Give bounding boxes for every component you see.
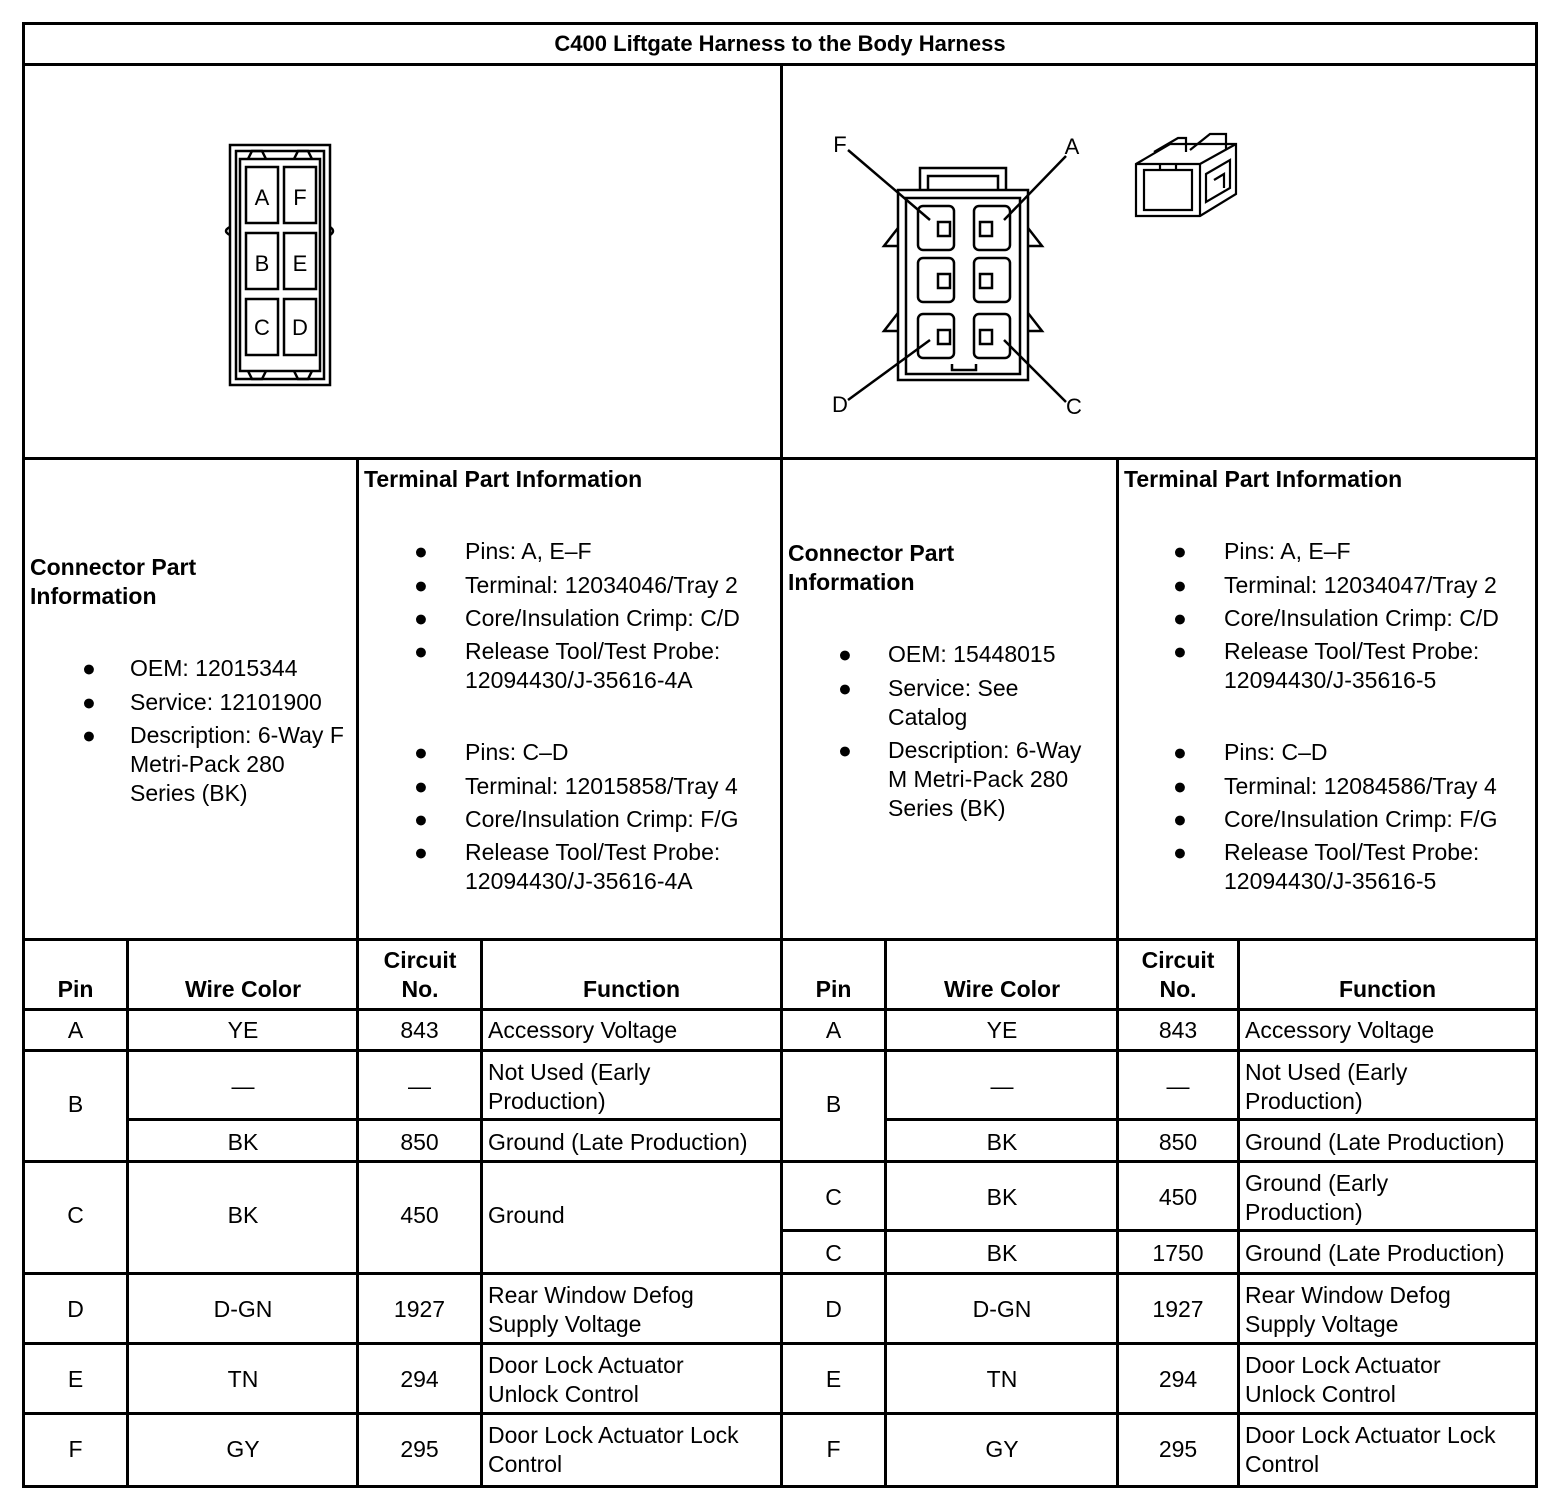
cell-circuit: — <box>1166 1073 1190 1099</box>
female-connector-face-diagram <box>222 143 336 388</box>
cell-wire-color: — <box>990 1073 1014 1099</box>
cell-function: Accessory Voltage <box>1245 1017 1435 1043</box>
divider <box>1237 938 1240 1485</box>
connector-3d-view <box>1130 124 1242 242</box>
connector-part-header: Connector Part Information <box>788 540 955 595</box>
terminal-tool: Release Tool/Test Probe: 12094430/J-35616-5 <box>1224 638 1480 693</box>
divider <box>886 1118 1535 1121</box>
cell-circuit: 450 <box>400 1202 439 1228</box>
cavity-callout: D <box>832 392 848 417</box>
bullet-icon: ● <box>414 739 428 765</box>
bullet-icon: ● <box>1173 572 1187 598</box>
cell-circuit: 450 <box>1158 1184 1198 1210</box>
cell-wire-color: BK <box>986 1240 1018 1266</box>
terminal-part-header: Terminal Part Information <box>364 466 643 492</box>
cell-function: Ground <box>488 1202 565 1228</box>
terminal-number: Terminal: 12034047/Tray 2 <box>1224 572 1497 598</box>
cell-pin: B <box>67 1091 84 1117</box>
bullet-icon: ● <box>838 675 852 701</box>
connector-service: Service: 12101900 <box>130 689 322 715</box>
cell-circuit: 843 <box>1158 1017 1198 1043</box>
divider <box>356 457 359 1485</box>
column-header-wire-color: Wire Color <box>943 976 1061 1002</box>
cell-wire-color: YE <box>986 1017 1018 1043</box>
cell-circuit: 294 <box>400 1366 439 1392</box>
cell-circuit: — <box>408 1073 431 1099</box>
cell-circuit: 1927 <box>1152 1296 1204 1322</box>
terminal-crimp: Core/Insulation Crimp: C/D <box>465 605 740 631</box>
column-header-circuit: Circuit No. <box>1141 947 1215 1002</box>
bullet-icon: ● <box>1173 839 1187 865</box>
terminal-tool: Release Tool/Test Probe: 12094430/J-35616-4A <box>465 839 721 894</box>
bullet-icon: ● <box>1173 638 1187 664</box>
cell-pin: C <box>825 1184 842 1210</box>
cavity-label: B <box>254 251 270 276</box>
connector-description: Description: 6-Way F Metri-Pack 280 Series (BK) <box>130 722 344 806</box>
cavity-callout: F <box>833 132 847 157</box>
cell-pin: A <box>825 1017 842 1043</box>
cell-circuit: 850 <box>400 1129 439 1155</box>
terminal-tool: Release Tool/Test Probe: 12094430/J-35616-5 <box>1224 839 1480 894</box>
bullet-icon: ● <box>1173 605 1187 631</box>
cell-function: Door Lock Actuator Lock Control <box>488 1422 739 1477</box>
cell-circuit: 295 <box>400 1436 439 1462</box>
cell-pin: F <box>826 1436 841 1462</box>
column-header-pin: Pin <box>57 976 94 1002</box>
cell-function: Rear Window Defog Supply Voltage <box>488 1282 694 1337</box>
page-title: C400 Liftgate Harness to the Body Harness <box>554 31 1006 56</box>
cell-wire-color: GY <box>226 1436 260 1462</box>
connector-part-header: Connector Part Information <box>30 554 197 609</box>
cell-pin: E <box>67 1366 84 1392</box>
cell-function: Accessory Voltage <box>488 1017 678 1043</box>
cell-function: Rear Window Defog Supply Voltage <box>1245 1282 1451 1337</box>
cell-function: Not Used (Early Production) <box>1245 1059 1408 1114</box>
cell-circuit: 295 <box>1158 1436 1198 1462</box>
cavity-callout: C <box>1066 394 1082 419</box>
connector-description: Description: 6-Way M Metri-Pack 280 Series (BK) <box>888 737 1082 821</box>
connector-oem: OEM: 12015344 <box>130 655 298 681</box>
bullet-icon: ● <box>414 806 428 832</box>
cell-pin: D <box>825 1296 842 1322</box>
divider <box>1116 457 1119 1485</box>
bullet-icon: ● <box>414 839 428 865</box>
terminal-pins: Pins: A, E–F <box>1224 538 1351 564</box>
bullet-icon: ● <box>82 655 96 681</box>
cell-wire-color: BK <box>986 1129 1018 1155</box>
bullet-icon: ● <box>414 572 428 598</box>
bullet-icon: ● <box>414 773 428 799</box>
cavity-label: F <box>293 185 307 210</box>
cell-circuit: 294 <box>1158 1366 1198 1392</box>
terminal-crimp: Core/Insulation Crimp: F/G <box>465 806 739 832</box>
cavity-label: D <box>292 315 308 340</box>
cell-function: Door Lock Actuator Lock Control <box>1245 1422 1496 1477</box>
divider <box>128 1118 780 1121</box>
cell-function: Not Used (Early Production) <box>488 1059 651 1114</box>
connector-oem: OEM: 15448015 <box>888 641 1056 667</box>
divider <box>780 63 783 1485</box>
cell-function: Ground (Late Production) <box>488 1129 748 1155</box>
terminal-number: Terminal: 12084586/Tray 4 <box>1224 773 1497 799</box>
cell-circuit: 850 <box>1158 1129 1198 1155</box>
bullet-icon: ● <box>82 689 96 715</box>
cavity-callout: A <box>1064 134 1080 159</box>
cell-wire-color: BK <box>227 1129 259 1155</box>
bullet-icon: ● <box>838 641 852 667</box>
bullet-icon: ● <box>1173 739 1187 765</box>
terminal-tool: Release Tool/Test Probe: 12094430/J-35616-4A <box>465 638 721 693</box>
bullet-icon: ● <box>414 538 428 564</box>
cell-function: Ground (Early Production) <box>1245 1170 1389 1225</box>
cell-wire-color: — <box>231 1073 255 1099</box>
connector-service: Service: See Catalog <box>888 675 1019 730</box>
column-header-function: Function <box>1338 976 1437 1002</box>
cell-function: Door Lock Actuator Unlock Control <box>1245 1352 1441 1407</box>
bullet-icon: ● <box>414 605 428 631</box>
cell-wire-color: TN <box>227 1366 259 1392</box>
terminal-number: Terminal: 12034046/Tray 2 <box>465 572 738 598</box>
cell-pin: D <box>67 1296 84 1322</box>
cell-circuit: 1927 <box>393 1296 446 1322</box>
bullet-icon: ● <box>838 737 852 763</box>
cell-pin: F <box>68 1436 83 1462</box>
terminal-crimp: Core/Insulation Crimp: C/D <box>1224 605 1499 631</box>
divider <box>783 1229 1535 1232</box>
column-header-wire-color: Wire Color <box>184 976 302 1002</box>
terminal-pins: Pins: C–D <box>465 739 569 765</box>
cell-wire-color: GY <box>985 1436 1019 1462</box>
cell-function: Door Lock Actuator Unlock Control <box>488 1352 684 1407</box>
bullet-icon: ● <box>1173 806 1187 832</box>
cell-pin: C <box>825 1240 842 1266</box>
terminal-part-header: Terminal Part Information <box>1124 466 1403 492</box>
cell-circuit: 843 <box>400 1017 439 1043</box>
cavity-label: E <box>292 251 308 276</box>
bullet-icon: ● <box>1173 773 1187 799</box>
terminal-pins: Pins: C–D <box>1224 739 1328 765</box>
bullet-icon: ● <box>82 722 96 748</box>
cell-pin: E <box>825 1366 842 1392</box>
cell-pin: A <box>67 1017 84 1043</box>
terminal-pins: Pins: A, E–F <box>465 538 592 564</box>
bullet-icon: ● <box>1173 538 1187 564</box>
cavity-label: A <box>254 185 270 210</box>
bullet-icon: ● <box>414 638 428 664</box>
cell-wire-color: YE <box>227 1017 259 1043</box>
cell-pin: C <box>67 1202 84 1228</box>
cell-wire-color: D-GN <box>213 1296 273 1322</box>
male-connector-face-diagram <box>826 128 1086 423</box>
cavity-label: C <box>254 315 270 340</box>
cell-wire-color: D-GN <box>972 1296 1032 1322</box>
terminal-number: Terminal: 12015858/Tray 4 <box>465 773 738 799</box>
cell-wire-color: TN <box>986 1366 1018 1392</box>
column-header-circuit: Circuit No. <box>383 947 457 1002</box>
cell-circuit: 1750 <box>1152 1240 1204 1266</box>
cell-wire-color: BK <box>986 1184 1018 1210</box>
cell-function: Ground (Late Production) <box>1245 1240 1505 1266</box>
cell-function: Ground (Late Production) <box>1245 1129 1505 1155</box>
divider <box>480 938 483 1485</box>
column-header-function: Function <box>582 976 681 1002</box>
cell-pin: B <box>825 1091 842 1117</box>
terminal-crimp: Core/Insulation Crimp: F/G <box>1224 806 1498 832</box>
column-header-pin: Pin <box>815 976 852 1002</box>
cell-wire-color: BK <box>227 1202 259 1228</box>
